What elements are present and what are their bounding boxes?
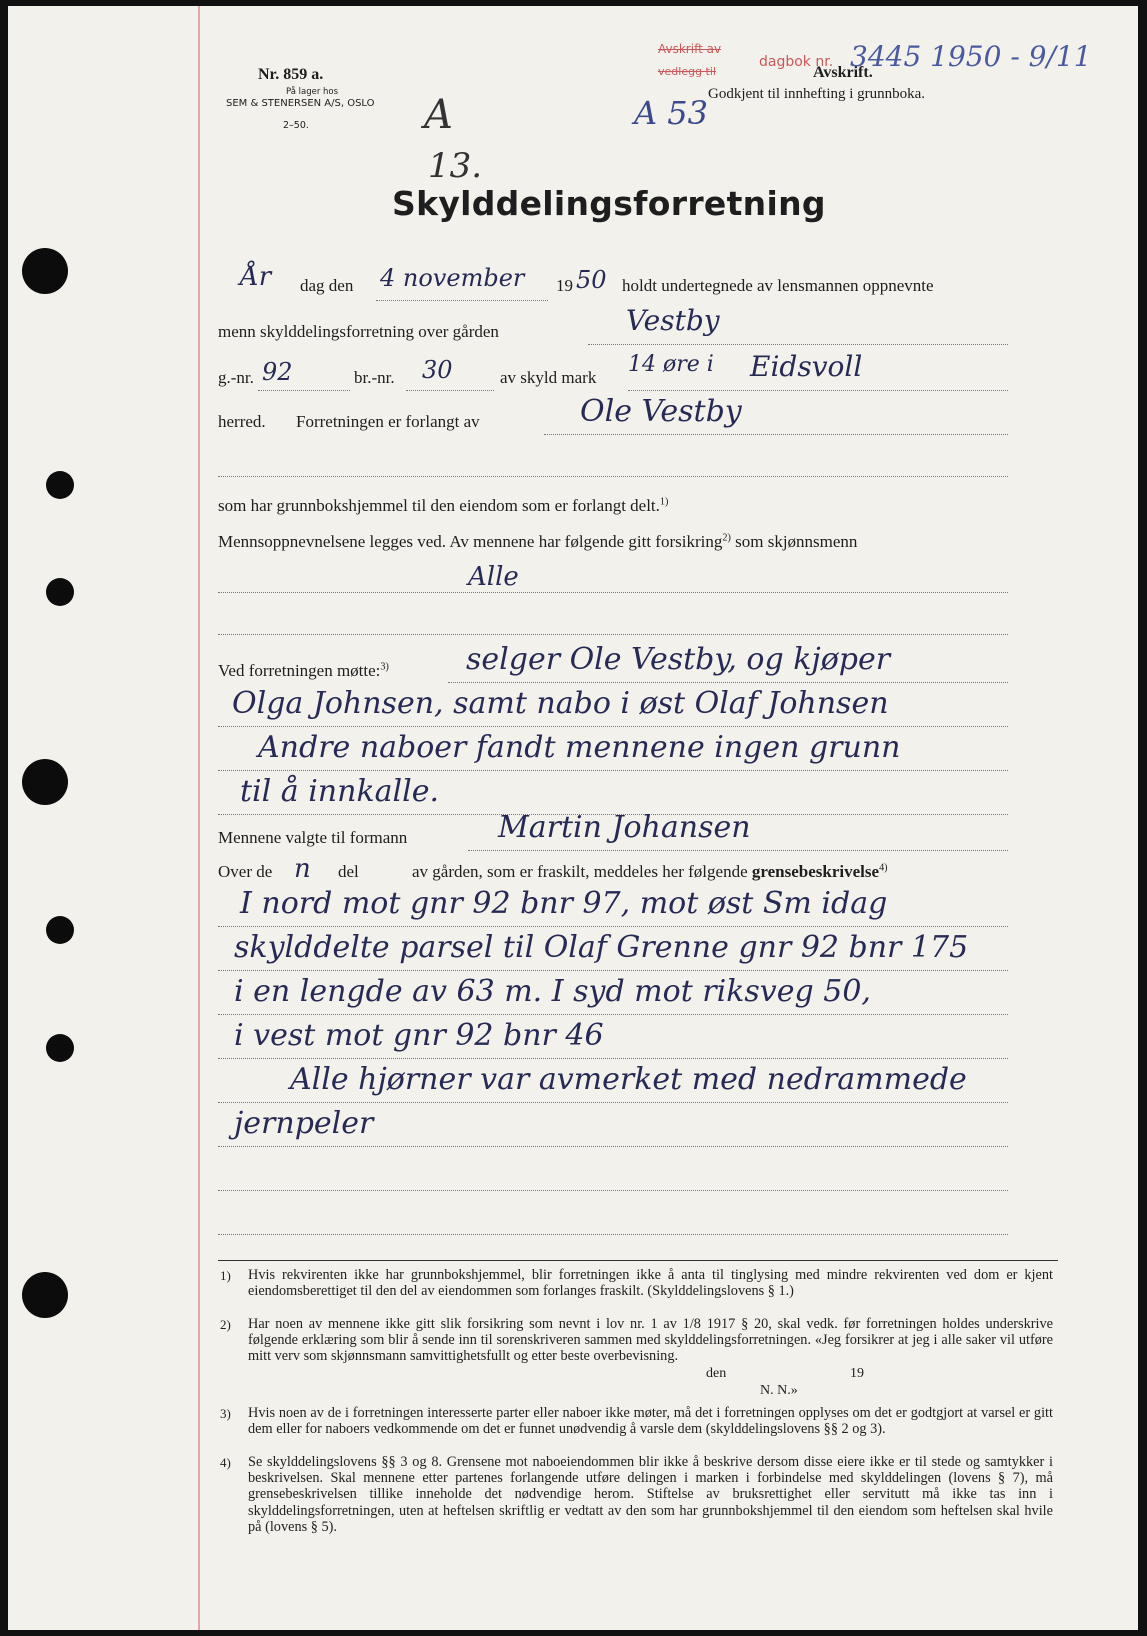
over-rest: [412, 862, 888, 882]
margin-mark-a: A: [424, 92, 453, 138]
over-rest-text: av gården, som er fraskilt, meddeles her følgende: [412, 862, 748, 881]
formann-value: Martin Johansen: [498, 810, 751, 845]
punch-hole: [46, 916, 74, 944]
footnote-1: Hvis rekvirenten ikke har grunnbokshjemmel, blir forretningen ikke å anta til tinglysing med mindre rekvirenten ved dom er kjent eiendomsberettiget til den del av eiendommen som forlanges fraskilt. (Skylddelingslovens § 1.): [248, 1267, 1053, 1300]
document-page: [8, 6, 1138, 1630]
over-hand: n: [294, 854, 311, 884]
gnr-label: g.-nr.: [218, 368, 254, 387]
line1-year-print: 19: [556, 276, 573, 295]
printer-line-1: På lager hos: [286, 87, 339, 97]
motte-line-1: selger Ole Vestby, og kjøper: [466, 642, 891, 677]
form-number: Nr. 859 a.: [258, 66, 324, 83]
bnr-label: br.-nr.: [354, 368, 395, 387]
grense-heading: grensebeskrivelse: [751, 862, 880, 881]
stamp-dagbok: dagbok nr.: [759, 54, 834, 70]
bnr-value: 30: [422, 356, 453, 384]
dotted-line: [544, 434, 1008, 435]
over-label: Over de: [218, 862, 273, 881]
skjonnsmenn-value: Alle: [468, 562, 519, 592]
formann-label: Mennene valgte til formann: [218, 828, 408, 847]
motte-text: Ved forretningen møtte:: [218, 661, 381, 680]
dotted-line: [218, 970, 1008, 971]
footnote-ref: 4): [879, 862, 888, 874]
forlangt-value: Ole Vestby: [580, 394, 742, 429]
document-title: Skylddelingsforretning: [392, 184, 826, 223]
dotted-line: [218, 1234, 1008, 1235]
dotted-line: [218, 1014, 1008, 1015]
motte-label: [218, 661, 389, 681]
footnote-2-year: 19: [850, 1366, 864, 1381]
printer-line-3: 2–50.: [283, 120, 309, 131]
line1-prefix: År: [240, 262, 272, 292]
footnote-ref: 1): [659, 496, 669, 508]
footnote-2-sign: N. N.»: [760, 1383, 798, 1398]
over-del: del: [338, 862, 359, 881]
footnote-3-number: 3): [220, 1406, 231, 1421]
margin-rule: [198, 6, 200, 1630]
stamp-avskrift: Avskrift.: [813, 64, 873, 81]
dotted-line: [218, 1190, 1008, 1191]
stamp-avskrift-av: Avskrift av: [658, 42, 722, 56]
menn-text: [218, 532, 857, 552]
desc-line-5: Alle hjørner var avmerket med nedrammede: [290, 1062, 967, 1097]
desc-line-3: i en lengde av 63 m. I syd mot riksveg 50,: [234, 974, 871, 1009]
dotted-line: [218, 1102, 1008, 1103]
hjemmel-label: som har grunnbokshjemmel til den eiendom som er forlangt delt.: [218, 496, 660, 515]
desc-line-2: skylddelte parsel til Olaf Grenne gnr 92 bnr 175: [234, 930, 969, 965]
punch-hole: [46, 1034, 74, 1062]
dotted-line: [376, 300, 548, 301]
footnote-2: Har noen av mennene ikke gitt slik forsikring som nevnt i lov nr. 1 av 1/8 1917 § 20, skal vedk. før forretningen holdes underskrive følgende erklæring som blir å sende inn til sorenskriveren sammen med skylddelingsforretningen. «Jeg forsikrer at jeg i alle saker vil utføre mitt verv som skjønnsmann samvittighetsfullt og etter beste overbevisning.: [248, 1316, 1053, 1365]
dotted-line: [218, 1146, 1008, 1147]
footnote-2-number: 2): [220, 1317, 231, 1332]
line1-date: 4 november: [380, 264, 525, 292]
gnr-value: 92: [262, 358, 293, 386]
dotted-line: [258, 390, 350, 391]
printer-line-2: SEM & STENERSEN A/S, OSLO: [226, 98, 375, 109]
line1-suffix: holdt undertegnede av lensmannen oppnevnte: [622, 276, 934, 295]
line2-label: menn skylddelingsforretning over gården: [218, 322, 499, 341]
dotted-line: [628, 390, 1008, 391]
menn-label-b: som skjønnsmenn: [730, 532, 858, 551]
hjemmel-text: [218, 496, 668, 516]
margin-code: A 53: [634, 94, 708, 132]
dotted-line: [218, 1058, 1008, 1059]
footnote-rule: [218, 1260, 1058, 1261]
menn-label-a: Mennsoppnevnelsene legges ved. Av mennene har følgende gitt forsikring: [218, 532, 723, 551]
motte-line-4: til å innkalle.: [240, 774, 439, 809]
footnote-2-den: den: [706, 1366, 727, 1381]
dotted-line: [406, 390, 494, 391]
punch-hole: [22, 1272, 68, 1318]
forlangt-label: Forretningen er forlangt av: [296, 412, 480, 431]
dotted-line: [588, 344, 1008, 345]
margin-mark-b: 13.: [428, 146, 483, 186]
skyld-value: 14 øre i: [628, 352, 714, 377]
dagbok-number: 3445 1950 - 9/11: [850, 40, 1092, 73]
stamp-vedlegg-til: vedlegg til: [658, 65, 716, 78]
desc-line-6: jernpeler: [234, 1106, 374, 1141]
punch-hole: [46, 578, 74, 606]
line1-dag: dag den: [300, 276, 354, 295]
farm-name: Vestby: [626, 304, 720, 337]
punch-hole: [46, 471, 74, 499]
stamp-godkjent: Godkjent til innhefting i grunnboka.: [708, 86, 926, 102]
footnote-ref: 3): [380, 661, 389, 673]
motte-line-3: Andre naboer fandt mennene ingen grunn: [258, 730, 901, 765]
dotted-line: [468, 850, 1008, 851]
dotted-line: [218, 726, 1008, 727]
herred-label: herred.: [218, 412, 266, 431]
punch-hole: [22, 248, 68, 294]
dotted-line: [218, 634, 1008, 635]
kommune: Eidsvoll: [750, 350, 863, 383]
footnote-4-number: 4): [220, 1455, 231, 1470]
footnote-ref: 2): [722, 532, 731, 544]
footnote-3: Hvis noen av de i forretningen interesserte parter eller naboer ikke møter, må det i forretningen opplyses om det er godtgjort at varsel er gitt dem eller for naboers vedkommende om det er funnet unødvendig å varsle dem (skylddelingslovens §§ 2 og 3).: [248, 1405, 1053, 1438]
dotted-line: [218, 770, 1008, 771]
punch-hole: [22, 759, 68, 805]
motte-line-2: Olga Johnsen, samt nabo i øst Olaf Johnsen: [232, 686, 889, 721]
desc-line-4: i vest mot gnr 92 bnr 46: [234, 1018, 604, 1053]
dotted-line: [218, 476, 1008, 477]
line1-year-hand: 50: [576, 266, 607, 294]
dotted-line: [218, 926, 1008, 927]
footnote-4: Se skylddelingslovens §§ 3 og 8. Grensene mot naboeiendommen blir ikke å beskrive dersom disse eiere ikke er til stede og samtykker i beskrivelsen. Skal mennene etter partenes forlangende utføre delingen i marken i forbindelse med skylddelingen (lovens § 7), må grensebeskrivelsen tillike inneholde det nødvendige herom. Stiftelse av bruksrettighet eller servitutt må ikke tas inn i skylddelingsforretningen, uten at heftelsen skriftlig er vedtatt av den som har grunnbokshjemmel til den eiendom som heftelsen skal hvile på (lovens § 5).: [248, 1454, 1053, 1535]
desc-line-1: I nord mot gnr 92 bnr 97, mot øst Sm idag: [240, 886, 888, 921]
footnote-1-number: 1): [220, 1268, 231, 1283]
dotted-line: [218, 592, 1008, 593]
dotted-line: [448, 682, 1008, 683]
skyld-label: av skyld mark: [500, 368, 597, 387]
